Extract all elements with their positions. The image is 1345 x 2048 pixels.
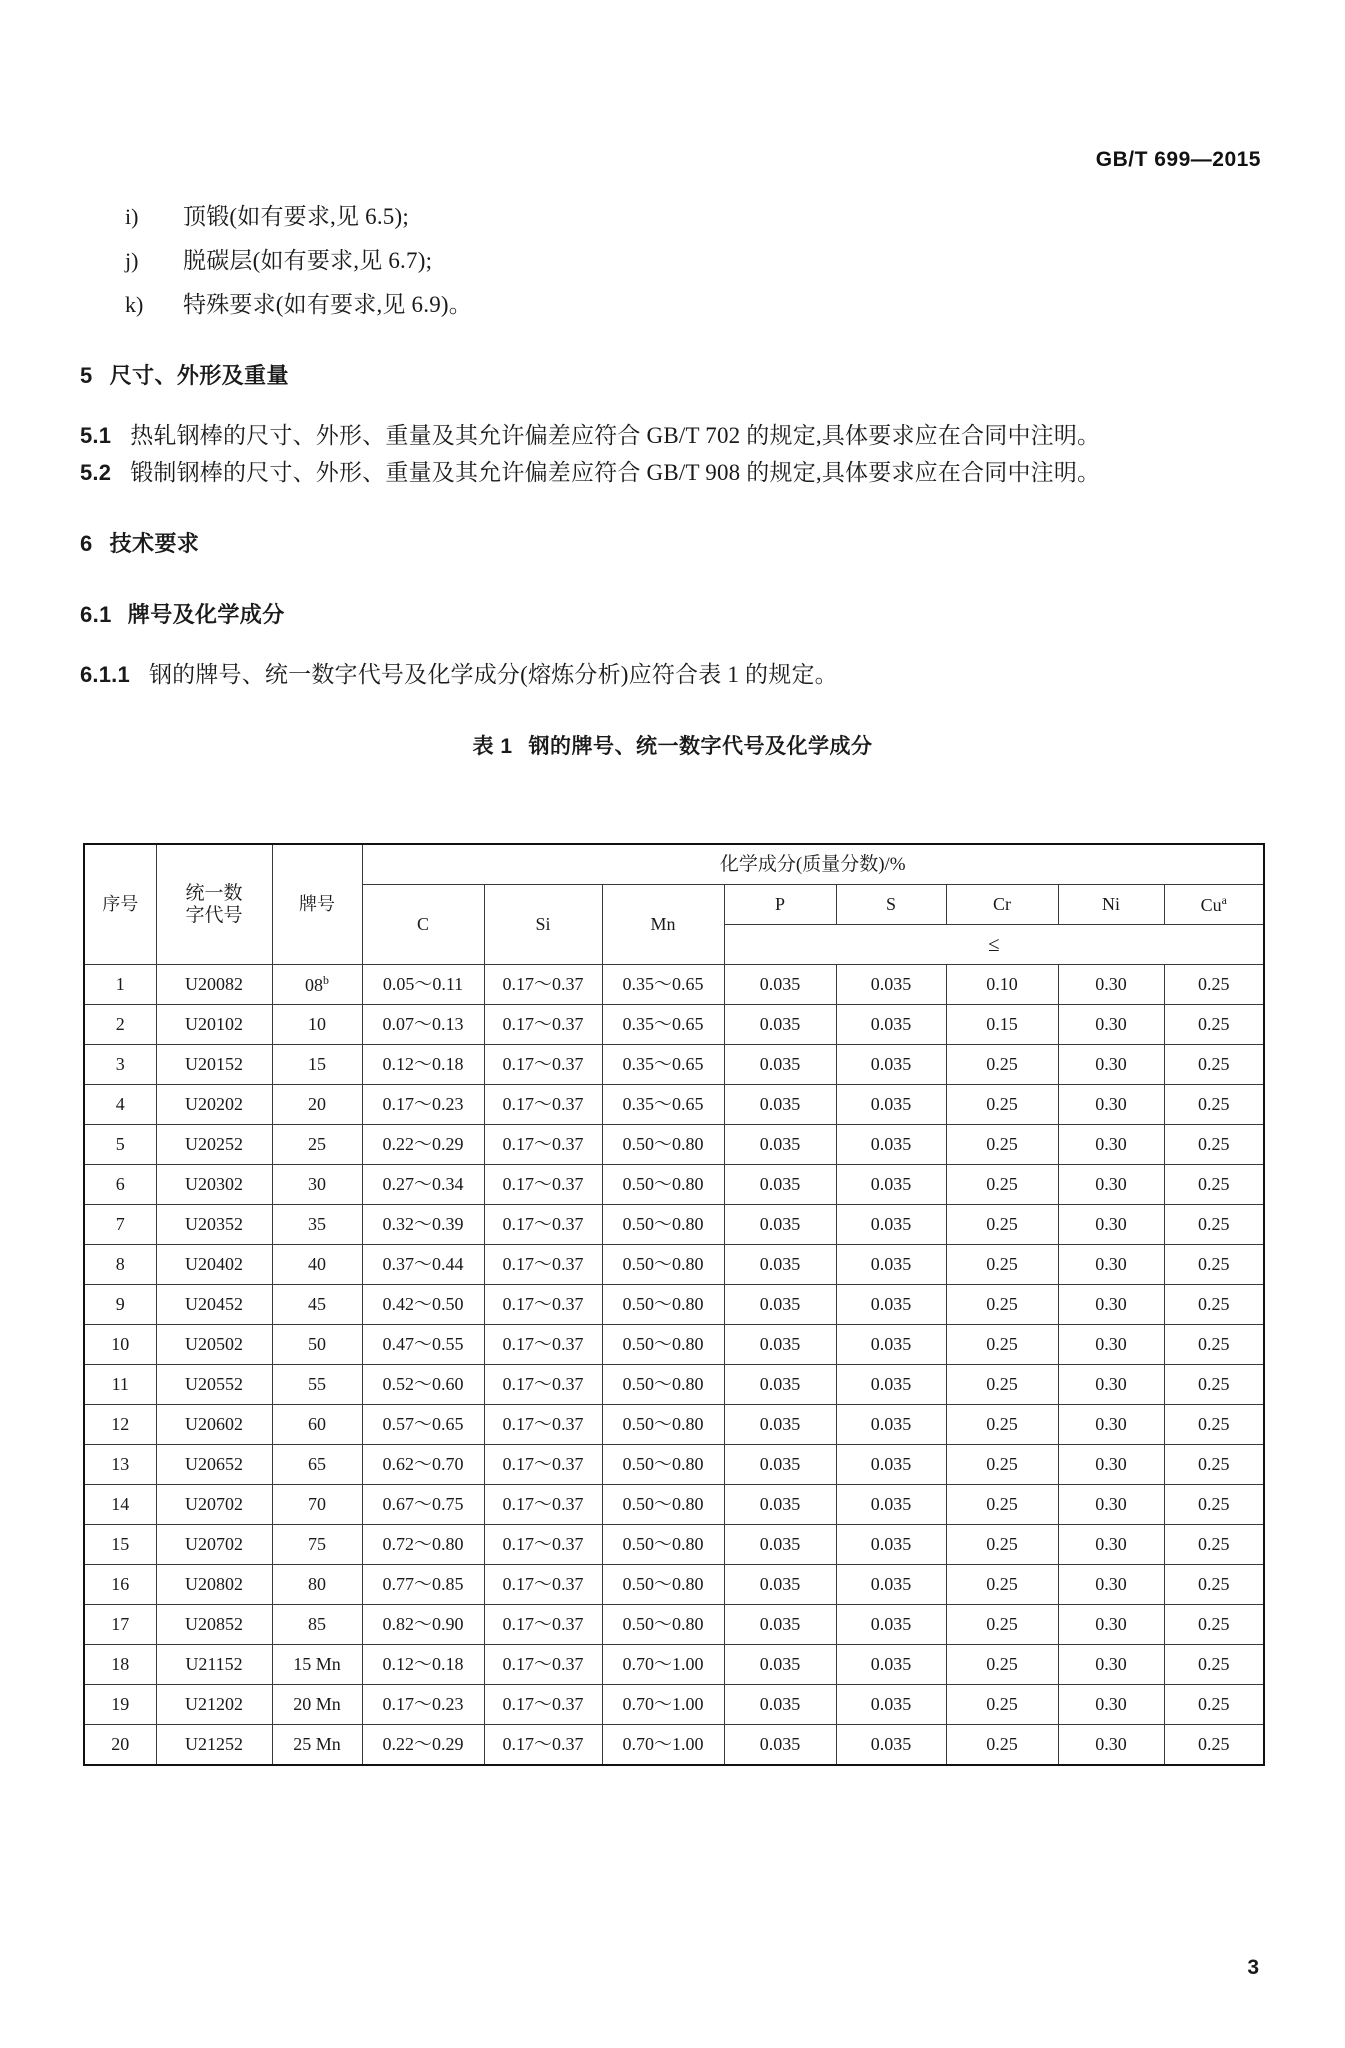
cell-ni: 0.30 — [1058, 1485, 1164, 1525]
cell-ni: 0.30 — [1058, 1325, 1164, 1365]
cell-seq: 1 — [84, 965, 156, 1005]
cell-seq: 18 — [84, 1645, 156, 1685]
column-header-cr: Cr — [946, 885, 1058, 925]
cell-grade: 25 Mn — [272, 1725, 362, 1766]
section-number-5: 5 — [80, 363, 93, 388]
cell-unified-code: U20602 — [156, 1405, 272, 1445]
cell-ni: 0.30 — [1058, 1445, 1164, 1485]
cell-ni: 0.30 — [1058, 1565, 1164, 1605]
cell-p: 0.035 — [724, 1525, 836, 1565]
cell-mn: 0.50～0.80 — [602, 1525, 724, 1565]
table-row — [84, 1045, 1264, 1085]
cell-mn: 0.35～0.65 — [602, 1045, 724, 1085]
cell-si: 0.17～0.37 — [484, 1605, 602, 1645]
cell-s: 0.035 — [836, 1525, 946, 1565]
column-header-c: C — [362, 885, 484, 965]
cell-mn: 0.50～0.80 — [602, 1365, 724, 1405]
cell-seq: 8 — [84, 1245, 156, 1285]
cell-seq: 17 — [84, 1605, 156, 1645]
clause-text-6-1-1: 钢的牌号、统一数字代号及化学成分(熔炼分析)应符合表 1 的规定。 — [148, 662, 838, 687]
cell-p: 0.035 — [724, 1005, 836, 1045]
clause-6-1-1 — [80, 663, 1265, 686]
cell-grade: 08$^b$ — [272, 965, 362, 1005]
clause-number-6-1-1: 6.1.1 — [80, 662, 130, 687]
cell-grade: 20 — [272, 1085, 362, 1125]
cell-cu: 0.25 — [1164, 1205, 1264, 1245]
cell-unified-code: U20402 — [156, 1245, 272, 1285]
cell-mn: 0.50～0.80 — [602, 1445, 724, 1485]
cell-ni: 0.30 — [1058, 1405, 1164, 1445]
cell-s: 0.035 — [836, 1245, 946, 1285]
section-heading-6 — [80, 527, 1265, 558]
cell-s: 0.035 — [836, 1405, 946, 1445]
cell-cr: 0.25 — [946, 1605, 1058, 1645]
cell-c: 0.05～0.11 — [362, 965, 484, 1005]
cell-cr: 0.25 — [946, 1645, 1058, 1685]
cell-s: 0.035 — [836, 965, 946, 1005]
cell-mn: 0.50～0.80 — [602, 1325, 724, 1365]
column-header-si: Si — [484, 885, 602, 965]
cell-s: 0.035 — [836, 1365, 946, 1405]
table-header — [84, 844, 1264, 965]
cell-seq: 5 — [84, 1125, 156, 1165]
cell-c: 0.12～0.18 — [362, 1645, 484, 1685]
cell-unified-code: U20502 — [156, 1325, 272, 1365]
cell-c: 0.17～0.23 — [362, 1085, 484, 1125]
cell-seq: 12 — [84, 1405, 156, 1445]
cell-seq: 13 — [84, 1445, 156, 1485]
cell-si: 0.17～0.37 — [484, 1165, 602, 1205]
cell-c: 0.52～0.60 — [362, 1365, 484, 1405]
clause-number-5-1: 5.1 — [80, 423, 112, 448]
cell-grade: 30 — [272, 1165, 362, 1205]
column-header-cu-footnote-ref: a — [1221, 892, 1227, 907]
column-header-seq: 序号 — [84, 844, 156, 965]
table-row — [84, 1525, 1264, 1565]
cell-cu: 0.25 — [1164, 1165, 1264, 1205]
cell-ni: 0.30 — [1058, 1005, 1164, 1045]
cell-mn: 0.50～0.80 — [602, 1485, 724, 1525]
cell-ni: 0.30 — [1058, 1685, 1164, 1725]
page-number: 3 — [1247, 1956, 1259, 1979]
cell-si: 0.17～0.37 — [484, 1005, 602, 1045]
cell-mn: 0.50～0.80 — [602, 1565, 724, 1605]
cell-s: 0.035 — [836, 1005, 946, 1045]
cell-mn: 0.50～0.80 — [602, 1125, 724, 1165]
clause-text-5-2: 锻制钢棒的尺寸、外形、重量及其允许偏差应符合 GB/T 908 的规定,具体要求应在合同中注明。 — [130, 460, 1101, 485]
column-header-unified-code — [156, 844, 272, 965]
cell-unified-code: U20102 — [156, 1005, 272, 1045]
column-header-grade: 牌号 — [272, 844, 362, 965]
cell-grade: 10 — [272, 1005, 362, 1045]
cell-cr: 0.25 — [946, 1405, 1058, 1445]
unified-code-line-1: 统一数 — [185, 882, 243, 904]
cell-c: 0.37～0.44 — [362, 1245, 484, 1285]
cell-c: 0.07～0.13 — [362, 1005, 484, 1045]
section-title-6: 技术要求 — [109, 531, 200, 556]
cell-cr: 0.25 — [946, 1205, 1058, 1245]
cell-cu: 0.25 — [1164, 1605, 1264, 1645]
table-1-container — [83, 843, 1263, 1766]
table-row — [84, 1405, 1264, 1445]
cell-cu: 0.25 — [1164, 1005, 1264, 1045]
cell-cr: 0.25 — [946, 1485, 1058, 1525]
cell-mn: 0.70～1.00 — [602, 1685, 724, 1725]
cell-cr: 0.25 — [946, 1565, 1058, 1605]
cell-c: 0.42～0.50 — [362, 1285, 484, 1325]
cell-unified-code: U21152 — [156, 1645, 272, 1685]
column-header-composition-group: 化学成分(质量分数)/% — [362, 844, 1264, 885]
cell-si: 0.17～0.37 — [484, 1685, 602, 1725]
list-item-marker: j) — [125, 248, 139, 273]
cell-si: 0.17～0.37 — [484, 1445, 602, 1485]
cell-grade: 35 — [272, 1205, 362, 1245]
cell-si: 0.17～0.37 — [484, 1525, 602, 1565]
table-header-row-group — [84, 844, 1264, 885]
cell-cr: 0.25 — [946, 1445, 1058, 1485]
cell-p: 0.035 — [724, 1085, 836, 1125]
cell-cr: 0.25 — [946, 1085, 1058, 1125]
cell-grade: 70 — [272, 1485, 362, 1525]
cell-cu: 0.25 — [1164, 1085, 1264, 1125]
cell-cr: 0.25 — [946, 1685, 1058, 1725]
cell-s: 0.035 — [836, 1045, 946, 1085]
column-header-cu-label: Cu — [1200, 894, 1222, 915]
cell-cr: 0.25 — [946, 1325, 1058, 1365]
table-caption-title: 钢的牌号、统一数字代号及化学成分 — [528, 735, 873, 758]
table-row — [84, 1485, 1264, 1525]
cell-p: 0.035 — [724, 965, 836, 1005]
cell-grade: 15 Mn — [272, 1645, 362, 1685]
cell-si: 0.17～0.37 — [484, 1565, 602, 1605]
cell-c: 0.27～0.34 — [362, 1165, 484, 1205]
cell-unified-code: U20082 — [156, 965, 272, 1005]
cell-cu: 0.25 — [1164, 1525, 1264, 1565]
cell-p: 0.035 — [724, 1045, 836, 1085]
cell-s: 0.035 — [836, 1205, 946, 1245]
cell-cu: 0.25 — [1164, 1045, 1264, 1085]
table-caption-label: 表 1 — [472, 735, 513, 758]
cell-s: 0.035 — [836, 1445, 946, 1485]
cell-p: 0.035 — [724, 1245, 836, 1285]
cell-s: 0.035 — [836, 1645, 946, 1685]
column-header-cu — [1164, 885, 1264, 925]
cell-unified-code: U20652 — [156, 1445, 272, 1485]
table-row — [84, 1605, 1264, 1645]
list-item-text: 脱碳层(如有要求,见 6.7); — [183, 248, 433, 273]
cell-mn: 0.35～0.65 — [602, 965, 724, 1005]
cell-grade: 55 — [272, 1365, 362, 1405]
cell-cu: 0.25 — [1164, 1445, 1264, 1485]
cell-grade: 25 — [272, 1125, 362, 1165]
cell-s: 0.035 — [836, 1165, 946, 1205]
cell-unified-code: U20152 — [156, 1045, 272, 1085]
column-header-p: P — [724, 885, 836, 925]
list-item-text: 顶锻(如有要求,见 6.5); — [183, 204, 409, 229]
cell-mn: 0.70～1.00 — [602, 1645, 724, 1685]
cell-grade: 60 — [272, 1405, 362, 1445]
table-row — [84, 1565, 1264, 1605]
table-row — [84, 1085, 1264, 1125]
cell-s: 0.035 — [836, 1285, 946, 1325]
cell-grade: 45 — [272, 1285, 362, 1325]
cell-seq: 19 — [84, 1685, 156, 1725]
cell-s: 0.035 — [836, 1725, 946, 1766]
cell-c: 0.67～0.75 — [362, 1485, 484, 1525]
cell-grade: 15 — [272, 1045, 362, 1085]
cell-seq: 15 — [84, 1525, 156, 1565]
cell-p: 0.035 — [724, 1725, 836, 1766]
cell-seq: 4 — [84, 1085, 156, 1125]
cell-mn: 0.50～0.80 — [602, 1605, 724, 1645]
cell-cr: 0.25 — [946, 1525, 1058, 1565]
cell-si: 0.17～0.37 — [484, 1245, 602, 1285]
cell-c: 0.72～0.80 — [362, 1525, 484, 1565]
cell-p: 0.035 — [724, 1485, 836, 1525]
cell-unified-code: U20302 — [156, 1165, 272, 1205]
section-heading-5 — [80, 359, 1265, 390]
list-item-marker: i) — [125, 204, 139, 229]
table-body — [84, 965, 1264, 1766]
cell-p: 0.035 — [724, 1405, 836, 1445]
cell-s: 0.035 — [836, 1685, 946, 1725]
cell-seq: 7 — [84, 1205, 156, 1245]
list-item-text: 特殊要求(如有要求,见 6.9)。 — [183, 292, 472, 317]
cell-p: 0.035 — [724, 1365, 836, 1405]
column-header-s: S — [836, 885, 946, 925]
cell-c: 0.22～0.29 — [362, 1125, 484, 1165]
cell-grade: 65 — [272, 1445, 362, 1485]
cell-unified-code: U20802 — [156, 1565, 272, 1605]
cell-cr: 0.25 — [946, 1245, 1058, 1285]
cell-si: 0.17～0.37 — [484, 1485, 602, 1525]
cell-c: 0.82～0.90 — [362, 1605, 484, 1645]
cell-ni: 0.30 — [1058, 1605, 1164, 1645]
cell-seq: 20 — [84, 1725, 156, 1766]
cell-ni: 0.30 — [1058, 1205, 1164, 1245]
cell-ni: 0.30 — [1058, 1045, 1164, 1085]
cell-mn: 0.50～0.80 — [602, 1405, 724, 1445]
table-row — [84, 1125, 1264, 1165]
table-row — [84, 1365, 1264, 1405]
clause-number-5-2: 5.2 — [80, 460, 112, 485]
cell-cr: 0.25 — [946, 1285, 1058, 1325]
cell-mn: 0.50～0.80 — [602, 1285, 724, 1325]
section-title-6-1: 牌号及化学成分 — [127, 602, 285, 627]
cell-si: 0.17～0.37 — [484, 1285, 602, 1325]
cell-cr: 0.15 — [946, 1005, 1058, 1045]
cell-c: 0.57～0.65 — [362, 1405, 484, 1445]
cell-ni: 0.30 — [1058, 1285, 1164, 1325]
cell-unified-code: U20852 — [156, 1605, 272, 1645]
cell-ni: 0.30 — [1058, 1245, 1164, 1285]
cell-cu: 0.25 — [1164, 1485, 1264, 1525]
cell-seq: 3 — [84, 1045, 156, 1085]
cell-mn: 0.35～0.65 — [602, 1085, 724, 1125]
cell-unified-code: U20252 — [156, 1125, 272, 1165]
list-item — [80, 293, 1265, 316]
table-row — [84, 1005, 1264, 1045]
cell-seq: 16 — [84, 1565, 156, 1605]
cell-cr: 0.10 — [946, 965, 1058, 1005]
cell-grade: 80 — [272, 1565, 362, 1605]
cell-grade: 85 — [272, 1605, 362, 1645]
cell-seq: 11 — [84, 1365, 156, 1405]
cell-si: 0.17～0.37 — [484, 1085, 602, 1125]
cell-si: 0.17～0.37 — [484, 1205, 602, 1245]
cell-s: 0.035 — [836, 1485, 946, 1525]
cell-ni: 0.30 — [1058, 1645, 1164, 1685]
cell-seq: 10 — [84, 1325, 156, 1365]
cell-si: 0.17～0.37 — [484, 1405, 602, 1445]
cell-cu: 0.25 — [1164, 1365, 1264, 1405]
cell-grade: 75 — [272, 1525, 362, 1565]
cell-p: 0.035 — [724, 1205, 836, 1245]
cell-c: 0.22～0.29 — [362, 1725, 484, 1766]
cell-s: 0.035 — [836, 1125, 946, 1165]
cell-c: 0.32～0.39 — [362, 1205, 484, 1245]
cell-cr: 0.25 — [946, 1365, 1058, 1405]
list-item-marker: k) — [125, 292, 144, 317]
table-row — [84, 1245, 1264, 1285]
cell-cr: 0.25 — [946, 1165, 1058, 1205]
cell-cr: 0.25 — [946, 1725, 1058, 1766]
table-row — [84, 1685, 1264, 1725]
table-row — [84, 1285, 1264, 1325]
cell-unified-code: U20702 — [156, 1485, 272, 1525]
cell-unified-code: U20352 — [156, 1205, 272, 1245]
cell-p: 0.035 — [724, 1565, 836, 1605]
cell-si: 0.17～0.37 — [484, 1125, 602, 1165]
cell-s: 0.035 — [836, 1605, 946, 1645]
cell-p: 0.035 — [724, 1645, 836, 1685]
cell-s: 0.035 — [836, 1325, 946, 1365]
cell-seq: 6 — [84, 1165, 156, 1205]
cell-mn: 0.50～0.80 — [602, 1245, 724, 1285]
document-body — [80, 205, 1265, 760]
cell-cr: 0.25 — [946, 1045, 1058, 1085]
cell-unified-code: U21252 — [156, 1725, 272, 1766]
cell-si: 0.17～0.37 — [484, 1725, 602, 1766]
cell-grade: 20 Mn — [272, 1685, 362, 1725]
unified-code-line-2: 字代号 — [185, 904, 243, 926]
list-item — [80, 205, 1265, 228]
cell-si: 0.17～0.37 — [484, 965, 602, 1005]
table-row — [84, 1205, 1264, 1245]
cell-unified-code: U20702 — [156, 1525, 272, 1565]
cell-unified-code: U20452 — [156, 1285, 272, 1325]
clause-5-1 — [80, 424, 1265, 447]
table-row — [84, 1165, 1264, 1205]
cell-si: 0.17～0.37 — [484, 1645, 602, 1685]
cell-seq: 9 — [84, 1285, 156, 1325]
cell-grade-footnote-ref: b — [323, 972, 329, 987]
column-header-less-equal: ≤ — [724, 925, 1264, 965]
cell-grade: 40 — [272, 1245, 362, 1285]
cell-p: 0.035 — [724, 1445, 836, 1485]
cell-mn: 0.50～0.80 — [602, 1165, 724, 1205]
section-number-6: 6 — [80, 531, 93, 556]
cell-mn: 0.50～0.80 — [602, 1205, 724, 1245]
table-row — [84, 1645, 1264, 1685]
table-row — [84, 1445, 1264, 1485]
cell-cu: 0.25 — [1164, 1125, 1264, 1165]
cell-c: 0.62～0.70 — [362, 1445, 484, 1485]
cell-si: 0.17～0.37 — [484, 1325, 602, 1365]
clause-5-2 — [80, 461, 1265, 484]
cell-p: 0.035 — [724, 1605, 836, 1645]
cell-cu: 0.25 — [1164, 1325, 1264, 1365]
cell-ni: 0.30 — [1058, 1725, 1164, 1766]
cell-c: 0.17～0.23 — [362, 1685, 484, 1725]
cell-grade: 50 — [272, 1325, 362, 1365]
cell-cu: 0.25 — [1164, 965, 1264, 1005]
cell-cr: 0.25 — [946, 1125, 1058, 1165]
steel-composition-table — [83, 843, 1265, 1766]
cell-seq: 2 — [84, 1005, 156, 1045]
cell-seq: 14 — [84, 1485, 156, 1525]
cell-si: 0.17～0.37 — [484, 1045, 602, 1085]
cell-cu: 0.25 — [1164, 1645, 1264, 1685]
section-heading-6-1 — [80, 598, 1265, 629]
cell-ni: 0.30 — [1058, 965, 1164, 1005]
cell-cu: 0.25 — [1164, 1725, 1264, 1766]
cell-ni: 0.30 — [1058, 1525, 1164, 1565]
cell-ni: 0.30 — [1058, 1125, 1164, 1165]
column-header-mn: Mn — [602, 885, 724, 965]
cell-cu: 0.25 — [1164, 1285, 1264, 1325]
cell-mn: 0.35～0.65 — [602, 1005, 724, 1045]
cell-mn: 0.70～1.00 — [602, 1725, 724, 1766]
cell-ni: 0.30 — [1058, 1085, 1164, 1125]
cell-p: 0.035 — [724, 1685, 836, 1725]
cell-ni: 0.30 — [1058, 1165, 1164, 1205]
cell-unified-code: U20552 — [156, 1365, 272, 1405]
cell-p: 0.035 — [724, 1285, 836, 1325]
cell-c: 0.47～0.55 — [362, 1325, 484, 1365]
section-number-6-1: 6.1 — [80, 602, 112, 627]
column-header-ni: Ni — [1058, 885, 1164, 925]
table-row — [84, 1325, 1264, 1365]
cell-c: 0.77～0.85 — [362, 1565, 484, 1605]
cell-p: 0.035 — [724, 1165, 836, 1205]
table-row — [84, 965, 1264, 1005]
running-header-standard-number: GB/T 699—2015 — [1095, 148, 1261, 171]
cell-p: 0.035 — [724, 1125, 836, 1165]
clause-text-5-1: 热轧钢棒的尺寸、外形、重量及其允许偏差应符合 GB/T 702 的规定,具体要求应在合同中注明。 — [130, 423, 1101, 448]
cell-p: 0.035 — [724, 1325, 836, 1365]
cell-cu: 0.25 — [1164, 1245, 1264, 1285]
cell-cu: 0.25 — [1164, 1405, 1264, 1445]
cell-unified-code: U20202 — [156, 1085, 272, 1125]
cell-ni: 0.30 — [1058, 1365, 1164, 1405]
cell-s: 0.035 — [836, 1565, 946, 1605]
table-caption — [80, 730, 1265, 760]
cell-unified-code: U21202 — [156, 1685, 272, 1725]
list-item — [80, 249, 1265, 272]
cell-cu: 0.25 — [1164, 1685, 1264, 1725]
cell-s: 0.035 — [836, 1085, 946, 1125]
section-title-5: 尺寸、外形及重量 — [109, 363, 289, 388]
cell-c: 0.12～0.18 — [362, 1045, 484, 1085]
cell-si: 0.17～0.37 — [484, 1365, 602, 1405]
table-row — [84, 1725, 1264, 1766]
cell-cu: 0.25 — [1164, 1565, 1264, 1605]
